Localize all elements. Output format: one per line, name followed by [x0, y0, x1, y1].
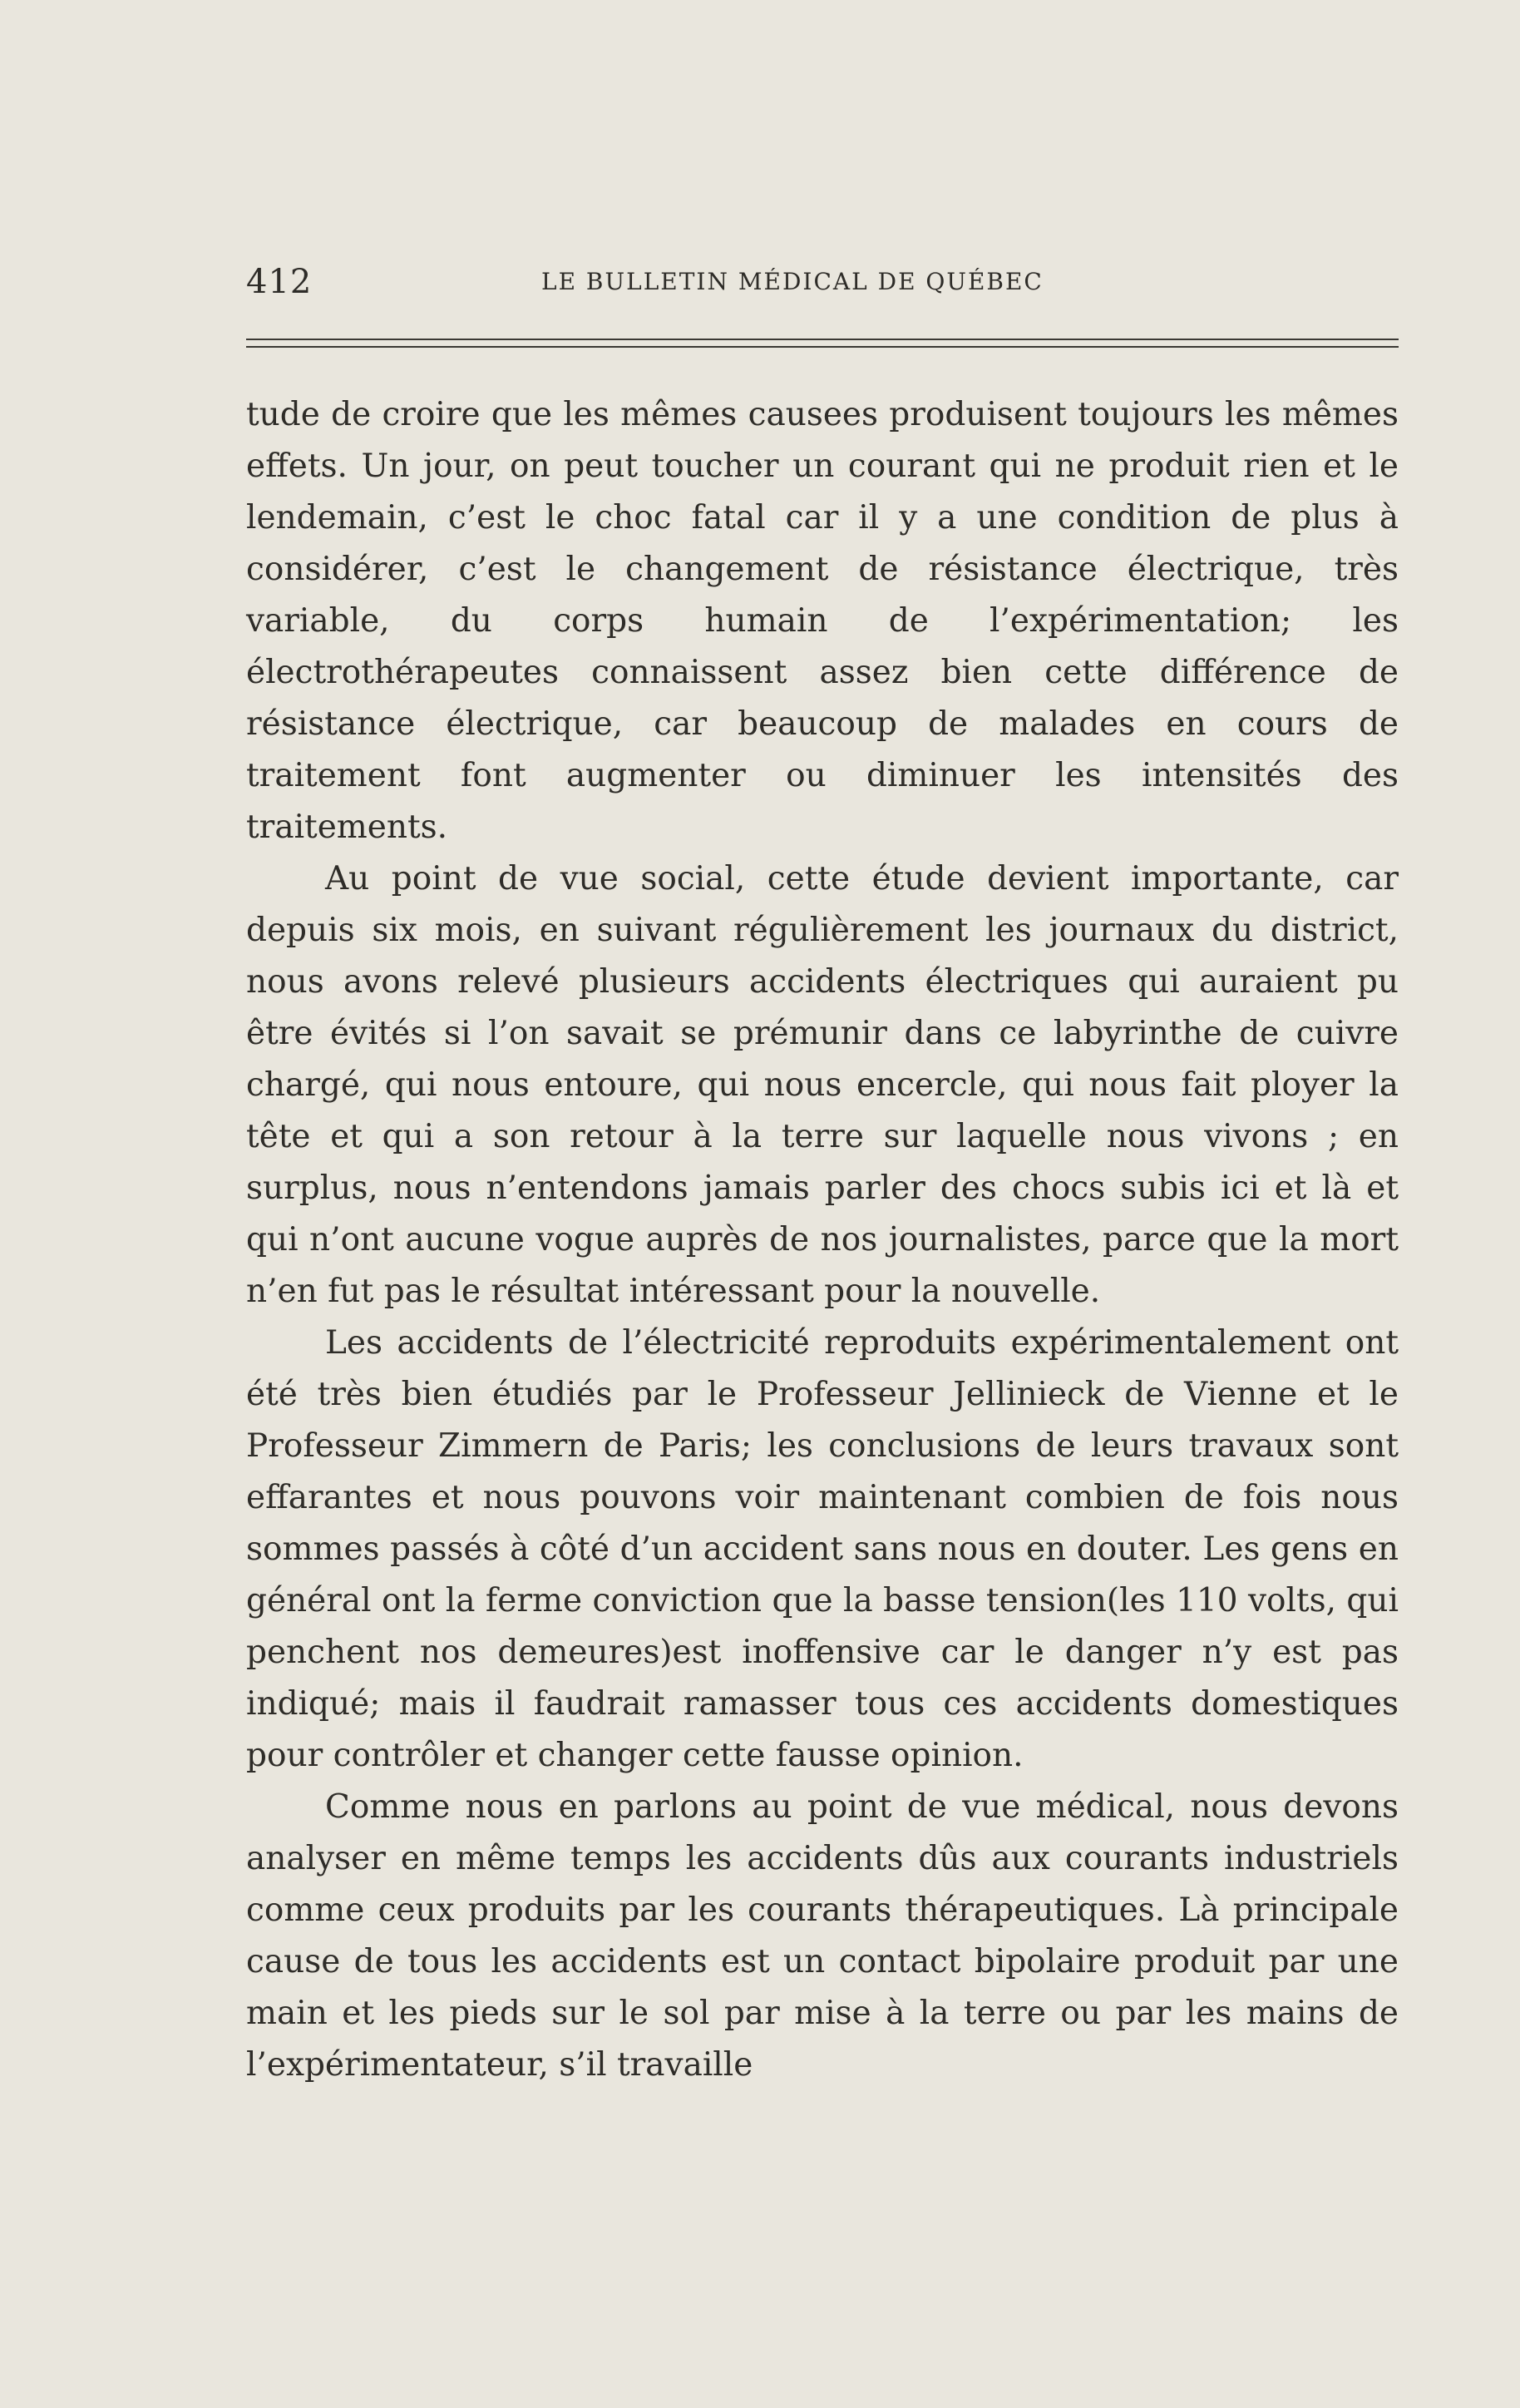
paragraph: tude de croire que les mêmes causees produisent toujours les mêmes effets. Un jour, on peut toucher un courant qui ne produit rien et le lendemain, c’est le choc fatal car il y a une condition de plus à considérer, c’est le changement de résistance électrique, très variable, du corps humain de l’expérimentation; les électrothérapeutes connaissent assez bien cette différence de résistance électrique, car beaucoup de malades en cours de traitement font augmenter ou diminuer les intensités des traitements. — [246, 396, 1399, 846]
running-head: LE BULLETIN MÉDICAL DE QUÉBEC — [541, 268, 1044, 295]
document-page — [246, 250, 1399, 2084]
paragraph: Au point de vue social, cette étude devient importante, car depuis six mois, en suivant régulièrement les journaux du district, nous avons relevé plusieurs accidents électriques qui auraient pu être évités si l’on savait se prémunir dans ce labyrinthe de cuivre chargé, qui nous entoure, qui nous encercle, qui nous fait ployer la tête et qui a son retour à la terre sur laquelle nous vivons ; en surplus, nous n’entendons jamais parler des chocs subis ici et là et qui n’ont aucune vogue auprès de nos journalistes, parce que la mort n’en fut pas le résultat intéressant pour la nouvelle. — [246, 860, 1399, 1310]
header-rule-top — [246, 339, 1399, 340]
body-text — [246, 389, 1399, 2091]
page-header — [246, 250, 1399, 299]
page-number: 412 — [246, 263, 313, 301]
paragraph: Les accidents de l’électricité reproduits expérimentalement ont été très bien étudiés par le Professeur Jellinieck de Vienne et le Professeur Zimmern de Paris; les conclusions de leurs travaux sont effarantes et nous pouvons voir maintenant combien de fois nous sommes passés à côté d’un accident sans nous en douter. Les gens en général ont la ferme conviction que la basse tension(les 110 volts, qui penchent nos demeures)est inoffensive car le danger n’y est pas indiqué; mais il faudrait ramasser tous ces accidents domestiques pour contrôler et changer cette fausse opinion. — [246, 1324, 1399, 1774]
header-rule-bottom — [246, 346, 1399, 348]
paragraph: Comme nous en parlons au point de vue médical, nous devons analyser en même temps les accidents dûs aux courants industriels comme ceux produits par les courants thérapeutiques. Là principale cause de tous les accidents est un contact bipolaire produit par une main et les pieds sur le sol par mise à la terre ou par les mains de l’expérimentateur, s’il travaille — [246, 1788, 1399, 2084]
